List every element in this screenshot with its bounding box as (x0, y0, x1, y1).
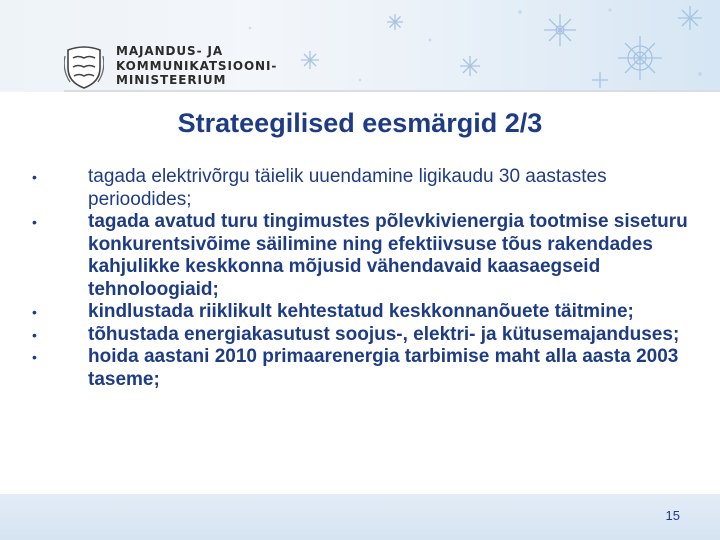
bullet-icon: • (32, 349, 37, 365)
bullet-icon: • (32, 326, 37, 343)
logo-line: KOMMUNIKATSIOONI- (116, 58, 278, 73)
bullet-text: hoida aastani 2010 primaarenergia tarbimise maht alla aasta 2003 taseme; (88, 346, 679, 390)
logo-line: MINISTEERIUM (116, 73, 227, 87)
bullet-text: kindlustada riiklikult kehtestatud keskkonnanõuete täitmine; (88, 301, 634, 322)
bullet-list (30, 166, 710, 391)
logo-line: MAJANDUS- JA (116, 44, 224, 58)
bullet-text: tagada avatud turu tingimustes põlevkivienergia tootmise siseturu konkurentsivõime säilimine ning efektiivsuse tõus rakendades kahjulikke keskkonna mõjusid vähendavaid kaasaegseid tehnoloogiaid; (88, 211, 688, 300)
header-divider (64, 90, 720, 92)
list-item (30, 166, 710, 211)
list-item (30, 324, 710, 347)
list-item (30, 301, 710, 324)
header-band (0, 0, 720, 92)
logo-text (116, 44, 277, 88)
page-number: 15 (665, 508, 680, 523)
list-item (30, 346, 710, 391)
ministry-logo (64, 44, 277, 90)
slide-title: Strateegilised eesmärgid 2/3 (177, 108, 543, 138)
coat-of-arms-icon (64, 46, 104, 90)
bullet-text: tagada elektrivõrgu täielik uuendamine ligikaudu 30 aastastes perioodides; (88, 166, 607, 210)
bullet-icon: • (32, 214, 37, 230)
bullet-icon: • (32, 304, 37, 320)
bullet-icon: • (32, 169, 37, 185)
footer-band (0, 494, 720, 540)
list-item (30, 211, 710, 301)
bullet-text: tõhustada energiakasutust soojus-, elektri- ja kütusemajanduses; (88, 323, 680, 345)
